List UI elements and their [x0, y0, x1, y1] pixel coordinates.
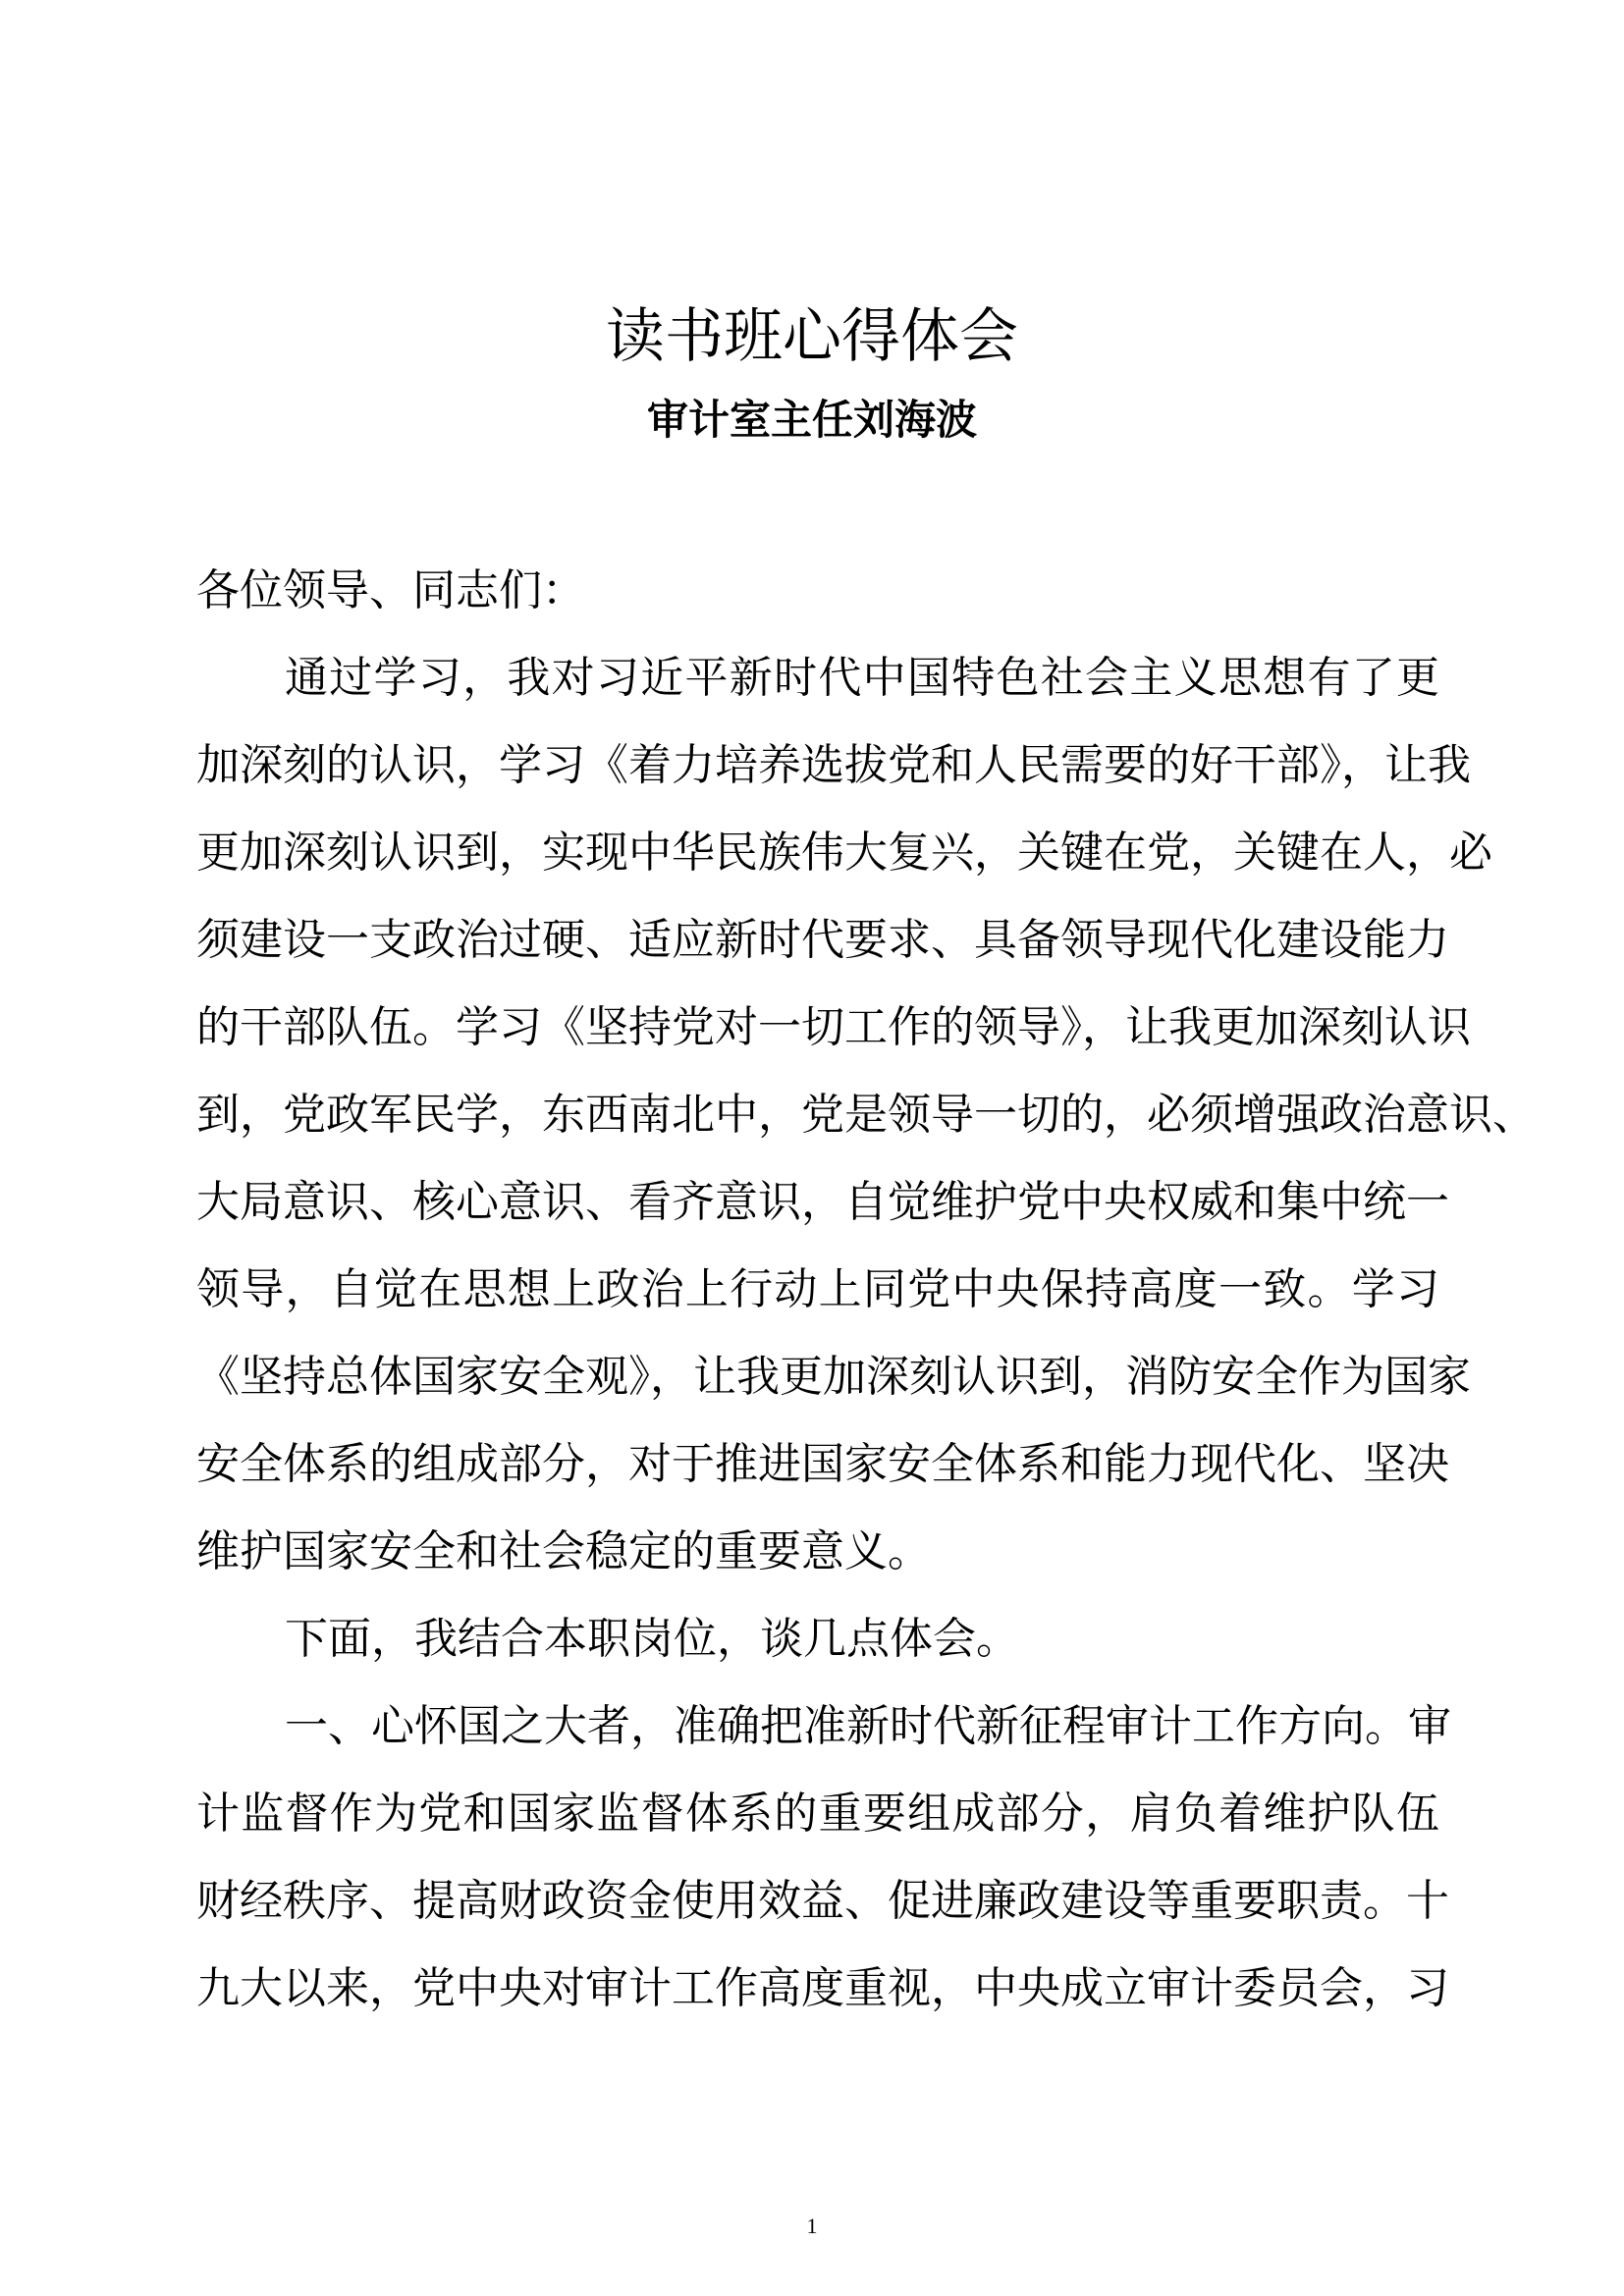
text-line: 大局意识、核心意识、看齐意识，自觉维护党中央权威和集中统一 — [196, 1177, 1449, 1227]
text-line: 一、心怀国之大者，准确把准新时代新征程审计工作方向。审 — [285, 1701, 1451, 1751]
document-body — [196, 561, 1536, 2047]
text-line: 九大以来，党中央对审计工作高度重视，中央成立审计委员会，习 — [196, 1963, 1449, 2013]
text-line: 领导，自觉在思想上政治上行动上同党中央保持高度一致。学习 — [196, 1264, 1439, 1314]
text-line: 通过学习，我对习近平新时代中国特色社会主义思想有了更 — [285, 653, 1439, 703]
text-line: 《坚持总体国家安全观》，让我更加深刻认识到，消防安全作为国家 — [196, 1352, 1471, 1402]
text-line: 各位领导、同志们： — [196, 565, 585, 615]
text-line: 财经秩序、提高财政资金使用效益、促进廉政建设等重要职责。十 — [196, 1876, 1449, 1926]
text-line: 下面，我结合本职岗位，谈几点体会。 — [285, 1614, 1019, 1664]
text-line: 到，党政军民学，东西南北中，党是领导一切的，必须增强政治意识、 — [196, 1090, 1536, 1140]
text-line: 须建设一支政治过硬、适应新时代要求、具备领导现代化建设能力 — [196, 915, 1449, 965]
text-line: 安全体系的组成部分，对于推进国家安全体系和能力现代化、坚决 — [196, 1439, 1449, 1489]
text-line: 计监督作为党和国家监督体系的重要组成部分，肩负着维护队伍 — [196, 1789, 1439, 1839]
page-number: 1 — [806, 2214, 818, 2238]
text-line: 维护国家安全和社会稳定的重要意义。 — [196, 1526, 931, 1576]
text-line: 更加深刻认识到，实现中华民族伟大复兴，关键在党，关键在人，必 — [196, 828, 1492, 878]
text-line: 的干部队伍。学习《坚持党对一切工作的领导》，让我更加深刻认识 — [196, 1002, 1471, 1052]
document-author: 审计室主任刘海波 — [646, 396, 977, 444]
text-line: 加深刻的认识，学习《着力培养选拔党和人民需要的好干部》，让我 — [196, 740, 1471, 790]
document-title: 读书班心得体会 — [606, 302, 1018, 371]
